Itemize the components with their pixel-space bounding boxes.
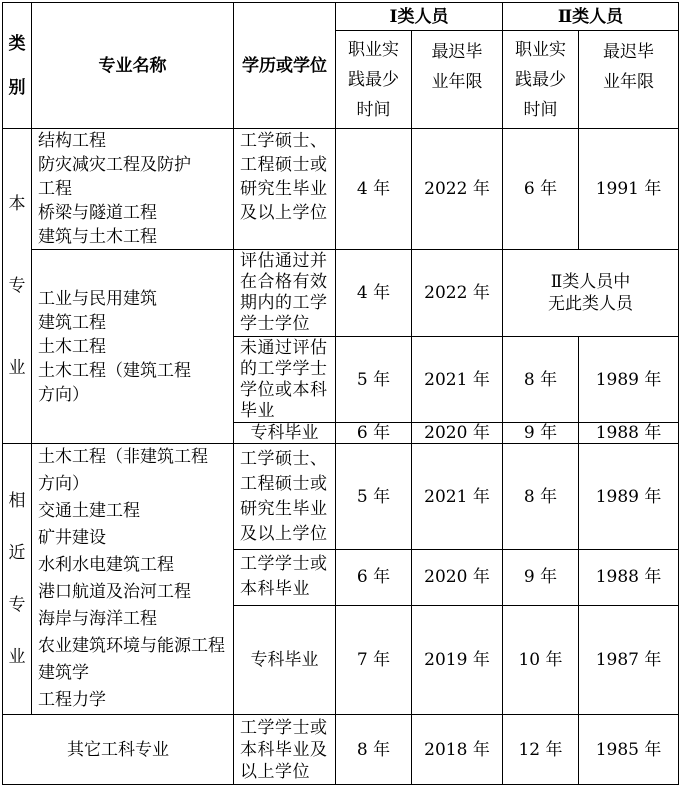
- majors-list-1: 结构工程 防灾减灾工程及防护 工程 桥梁与隧道工程 建筑与土木工程: [32, 129, 234, 250]
- g2-years-cell: 6 年: [503, 129, 579, 250]
- degree-cell: 工学学士或 本科毕业: [234, 550, 336, 605]
- header-group1: Ⅰ类人员: [336, 3, 503, 31]
- header-g1-latest-grad: 最迟毕 业年限: [412, 31, 503, 129]
- g1-limit-cell: 2019 年: [412, 605, 503, 714]
- degree-cell: 专科毕业: [234, 605, 336, 714]
- g2-limit-cell: 1985 年: [579, 715, 679, 785]
- g1-years-cell: 6 年: [336, 550, 412, 605]
- g1-limit-cell: 2021 年: [412, 444, 503, 550]
- g1-years-cell: 6 年: [336, 423, 412, 444]
- qualification-table-container: [2, 2, 679, 785]
- g2-note-cell: Ⅱ类人员中 无此类人员: [503, 250, 679, 337]
- category-benzhuanye: 本 专 业: [3, 129, 32, 444]
- g2-years-cell: 12 年: [503, 715, 579, 785]
- degree-cell: 工学学士或 本科毕业及 以上学位: [234, 715, 336, 785]
- g1-limit-cell: 2021 年: [412, 337, 503, 423]
- g2-years-cell: 8 年: [503, 444, 579, 550]
- g2-years-cell: 9 年: [503, 550, 579, 605]
- g1-limit-cell: 2020 年: [412, 550, 503, 605]
- header-category: 类 别: [3, 3, 32, 129]
- header-degree: 学历或学位: [234, 3, 336, 129]
- header-g2-min-practice: 职业实 践最少 时间: [503, 31, 579, 129]
- g1-limit-cell: 2020 年: [412, 423, 503, 444]
- g1-limit-cell: 2022 年: [412, 129, 503, 250]
- degree-cell: 未通过评估 的工学学士 学位或本科 毕业: [234, 337, 336, 423]
- degree-cell: 工学硕士、 工程硕士或 研究生毕业 及以上学位: [234, 129, 336, 250]
- majors-list-3: 土木工程（非建筑工程 方向） 交通土建工程 矿井建设 水利水电建筑工程 港口航道及治河工程 海岸与海洋工程 农业建筑环境与能源工程 建筑学 工程力学: [32, 444, 234, 715]
- g2-limit-cell: 1987 年: [579, 605, 679, 714]
- g2-limit-cell: 1989 年: [579, 337, 679, 423]
- g1-years-cell: 4 年: [336, 129, 412, 250]
- g2-years-cell: 8 年: [503, 337, 579, 423]
- degree-cell: 工学硕士、 工程硕士或 研究生毕业 及以上学位: [234, 444, 336, 550]
- qualification-table: [2, 2, 679, 785]
- category-xiangjin: 相 近 专 业: [3, 444, 32, 715]
- g1-years-cell: 5 年: [336, 337, 412, 423]
- g2-limit-cell: 1989 年: [579, 444, 679, 550]
- degree-cell: 专科毕业: [234, 423, 336, 444]
- g1-limit-cell: 2018 年: [412, 715, 503, 785]
- g2-limit-cell: 1988 年: [579, 550, 679, 605]
- header-g2-latest-grad: 最迟毕 业年限: [579, 31, 679, 129]
- g2-limit-cell: 1991 年: [579, 129, 679, 250]
- other-majors-label: 其它工科专业: [3, 715, 234, 785]
- majors-list-2: 工业与民用建筑 建筑工程 土木工程 土木工程（建筑工程 方向）: [32, 250, 234, 444]
- g2-years-cell: 9 年: [503, 423, 579, 444]
- header-g1-min-practice: 职业实 践最少 时间: [336, 31, 412, 129]
- g1-years-cell: 5 年: [336, 444, 412, 550]
- g1-limit-cell: 2022 年: [412, 250, 503, 337]
- header-major-name: 专业名称: [32, 3, 234, 129]
- g1-years-cell: 4 年: [336, 250, 412, 337]
- g2-limit-cell: 1988 年: [579, 423, 679, 444]
- header-group2: Ⅱ类人员: [503, 3, 679, 31]
- g1-years-cell: 8 年: [336, 715, 412, 785]
- degree-cell: 评估通过并 在合格有效 期内的工学 学士学位: [234, 250, 336, 337]
- g1-years-cell: 7 年: [336, 605, 412, 714]
- g2-years-cell: 10 年: [503, 605, 579, 714]
